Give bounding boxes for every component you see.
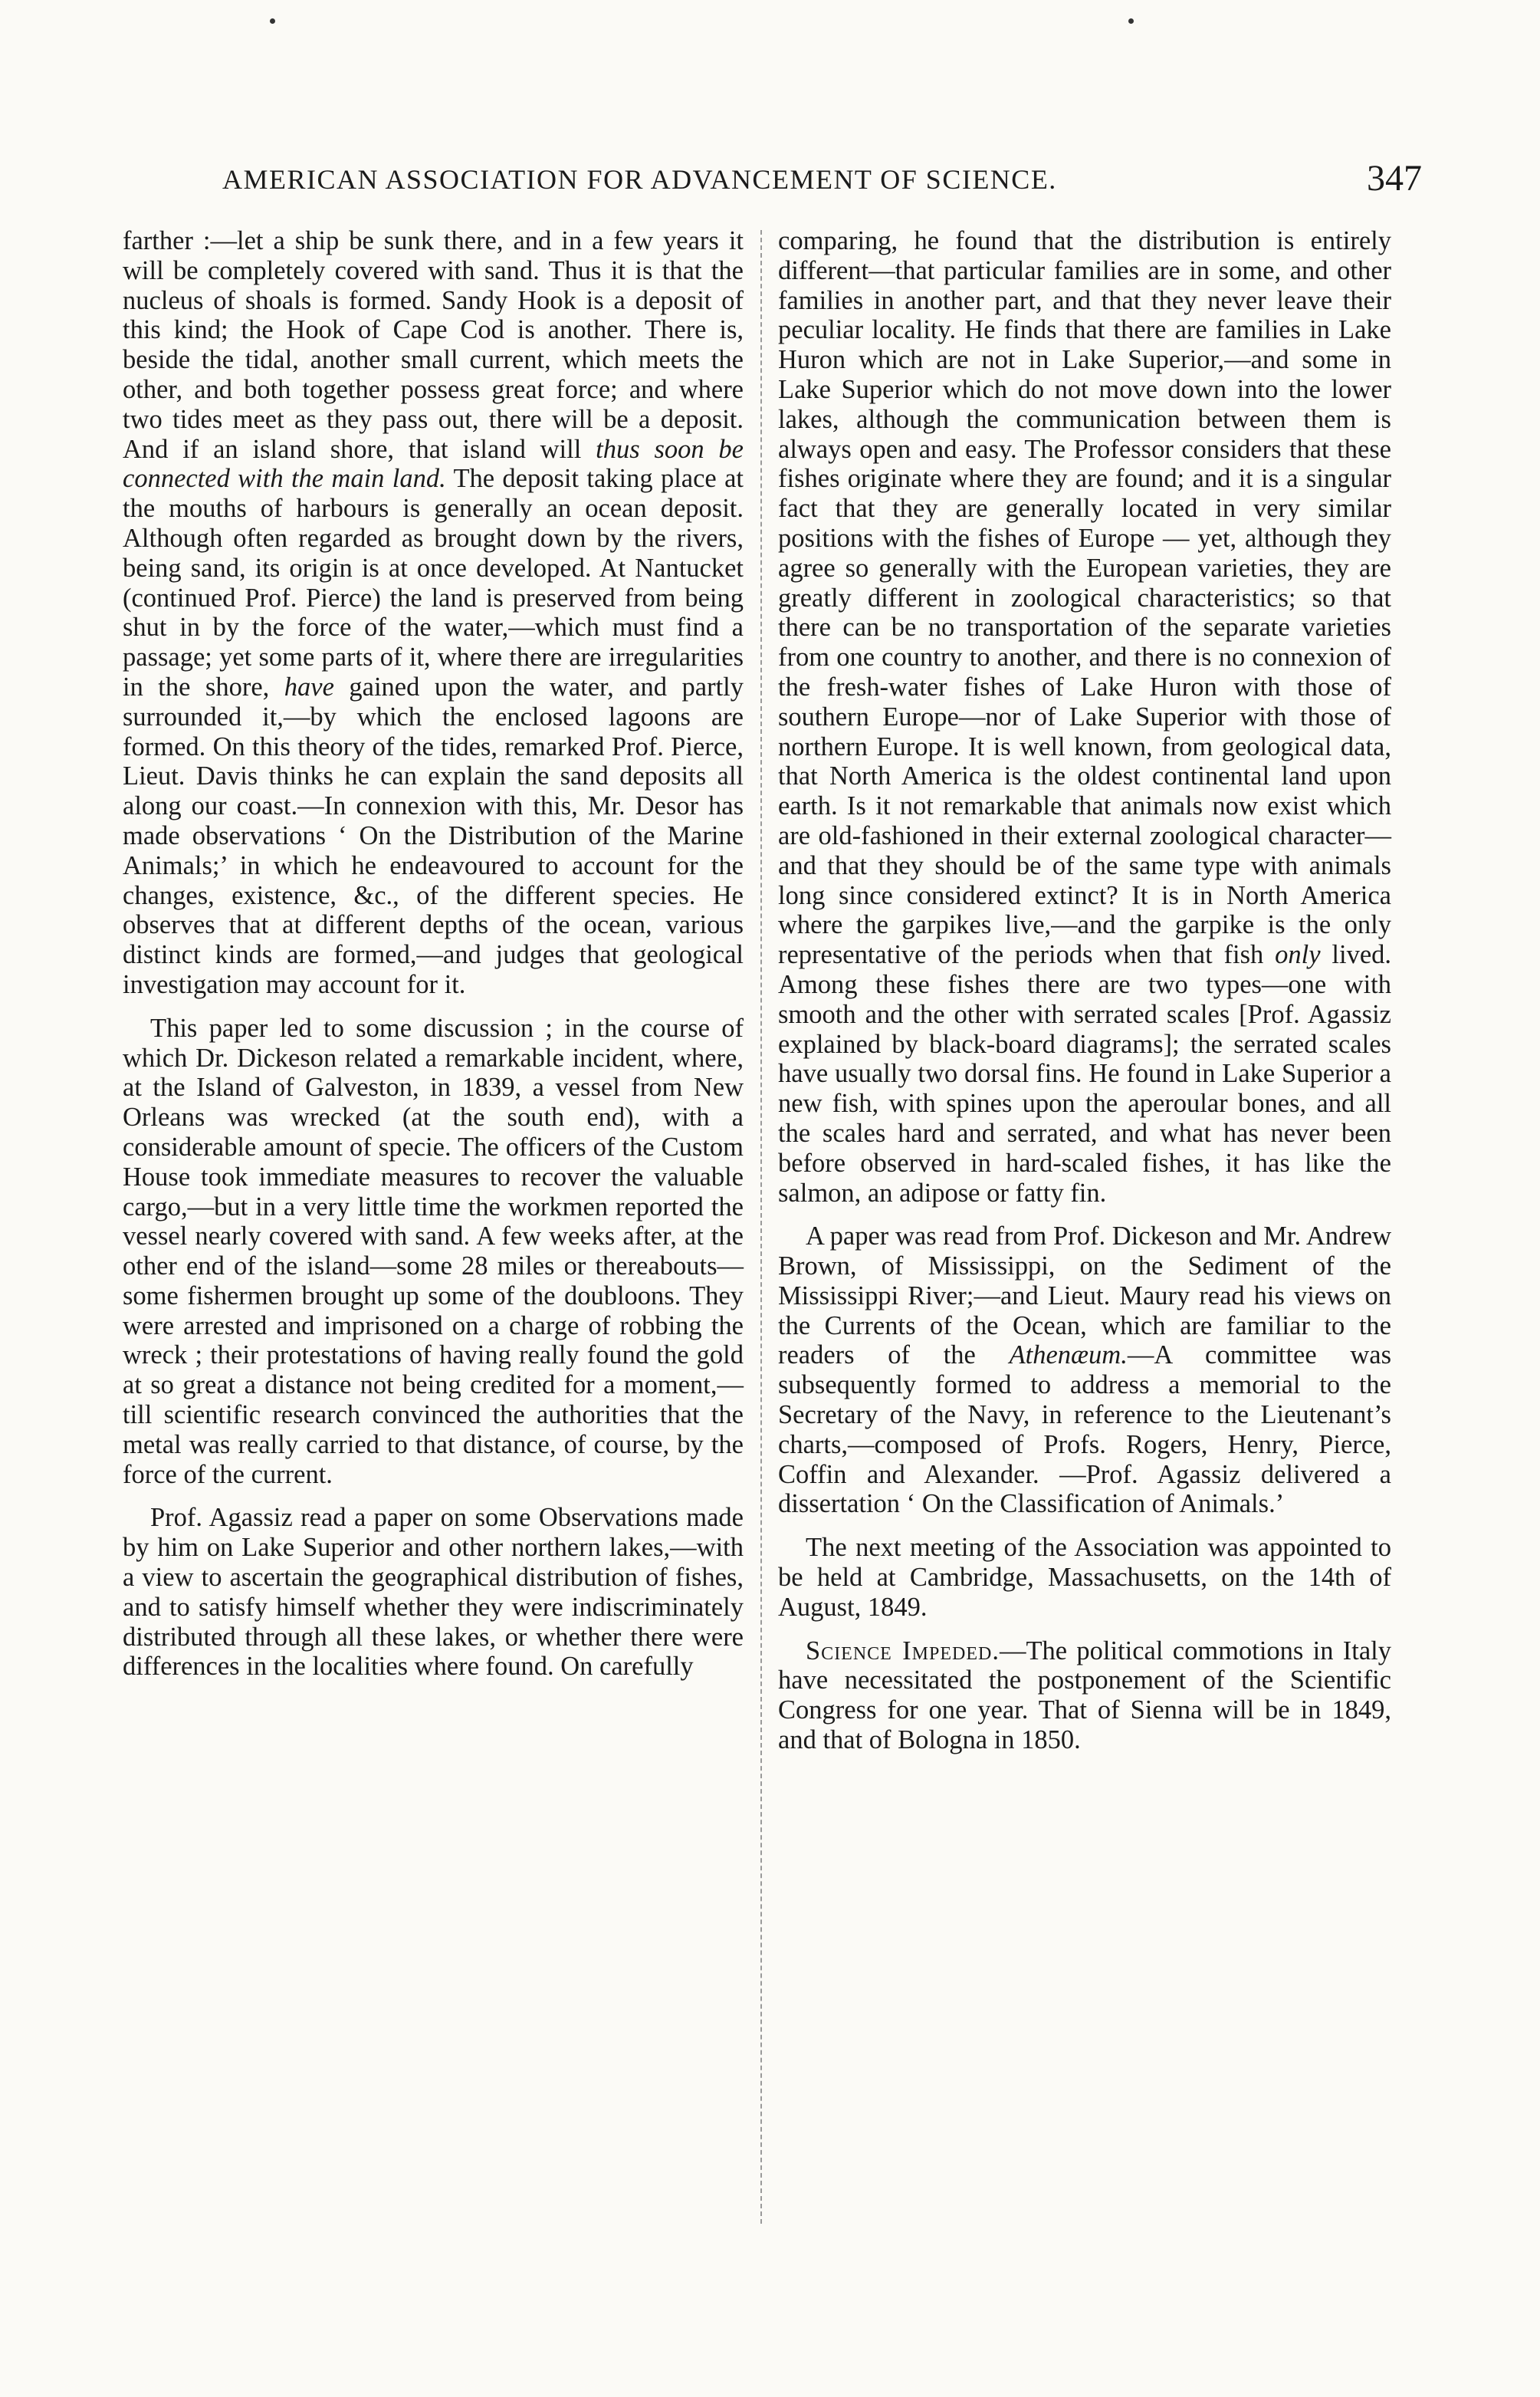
right-p2-text-b: —A committee was subsequently formed to address a memorial to the Secretary of the Navy, in reference to the Lieutenant’s charts,—composed of Profs. Rogers, Henry, Pierce, Coffin and Alexander. —Prof. Agassiz delivered a dissertation ‘ On the Classification of Animals.’ — [778, 1340, 1392, 1519]
print-mark-right — [1128, 18, 1134, 24]
left-paragraph-1 — [123, 226, 744, 1000]
right-p2-text: A paper was read from Prof. Dickeson and Mr. Andrew Brown, of Mississippi, on the Sediment of the Mississippi River;—and Lieut. Maury read his views on the Currents of the Ocean, which are familiar to the readers of the — [778, 1222, 1391, 1370]
left-p1-text: farther :—let a ship be sunk there, and in a few years it will be completely covered with sand. Thus it is that the nucleus of shoals is formed. Sandy Hook is a deposit of this kind; the Hook of Cape Cod is another. There is, beside the tidal, another small current, which meets the other, and both together possess great force; and where two tides meet as they pass out, there will be a deposit. And if an island shore, that island will — [123, 226, 744, 464]
left-p1-text-b: The deposit taking place at the mouths of harbours is generally an ocean deposit. Although often regarded as brought down by the rivers, being sand, its origin is at once developed. At Nantucket (continued Prof. Pierce) the land is preserved from being shut in by the force of the water,—which must find a passage; yet some parts of it, where there are irregularities in the shore, — [123, 464, 744, 702]
section-heading-science-impeded: Science Impeded. — [806, 1636, 1000, 1665]
right-paragraph-2 — [778, 1222, 1391, 1519]
right-p1-text: comparing, he found that the distribution is entirely different—that particular families are in some, and other families in another part, and that they never leave their peculiar locality. He finds that there are families in Lake Huron which are not in Lake Superior,—and some in Lake Superior which do not move down into the lower lakes, although the communication between them is always open and easy. The Professor considers that these fishes originate where they are found; and it is a singular fact that they are generally located in very similar positions with the fishes of Europe — yet, although they agree so generally with the European varieties, they are greatly different in zoological characteristics; so that there can be no transportation of the separate varieties from one country to another, and there is no connexion of the fresh-water fishes of Lake Huron with those of southern Europe—nor of Lake Superior with those of northern Europe. It is well known, from geological data, that North America is the oldest continental land upon earth. Is it not remarkable that animals now exist which are old-fashioned in their external zoological character—and that they should be of the same type with animals long since considered extinct? It is in North America where the garpikes live,—and the garpike is the only representative of the periods when that fish — [778, 226, 1391, 970]
left-paragraph-2: This paper led to some discussion ; in the course of which Dr. Dickeson related a remarkable incident, where, at the Island of Galveston, in 1839, a vessel from New Orleans was wrecked (at the south end), with a considerable amount of specie. The officers of the Custom House took immediate measures to recover the valuable cargo,—but in a very little time the workmen reported the vessel nearly covered with sand. A few weeks after, at the other end of the island—some 28 miles or thereabouts—some fishermen brought up some of the doubloons. They were arrested and imprisoned on a charge of robbing the wreck ; their protestations of having really found the gold at so great a distance not being credited for a moment,—till scientific research convinced the authorities that the metal was really carried to that distance, of course, by the force of the current. — [123, 1013, 744, 1489]
right-paragraph-1 — [778, 226, 1391, 1208]
left-p1-italic: thus soon be connected with the main land. — [123, 434, 744, 494]
right-paragraph-4 — [778, 1636, 1391, 1755]
left-column — [123, 226, 744, 1682]
left-p1-text-c: gained upon the water, and partly surrounded it,—by which the enclosed lagoons are formed. On this theory of the tides, remarked Prof. Pierce, Lieut. Davis thinks he can explain the sand deposits all along our coast.—In connexion with this, Mr. Desor has made observations ‘ On the Distribution of the Marine Animals;’ in which he endeavoured to account for the changes, existence, &c., of the different species. He observes that at different depths of the ocean, various distinct kinds are formed,—and judges that geological investigation may account for it. — [123, 672, 744, 999]
right-p4-text: —The political commotions in Italy have necessitated the postponement of the Scientific Congress for one year. That of Sienna will be in 1849, and that of Bologna in 1850. — [778, 1636, 1392, 1755]
column-divider — [760, 230, 762, 2224]
right-column — [778, 226, 1391, 1755]
left-p1-italic-2: have — [284, 672, 334, 702]
running-title: AMERICAN ASSOCIATION FOR ADVANCEMENT OF SCIENCE. — [222, 164, 1057, 195]
right-p1-italic: only — [1275, 940, 1321, 970]
right-p1-text-b: lived. Among these fishes there are two types—one with smooth and the other with serrated scales [Prof. Agassiz explained by black-board diagrams]; the serrated scales have usually two dorsal fins. He found in Lake Superior a new fish, with spines upon the aperoular bones, and all the scales hard and serrated, and what has never been before observed in hard-scaled fishes, it has like the salmon, an adipose or fatty fin. — [778, 940, 1392, 1208]
left-paragraph-3: Prof. Agassiz read a paper on some Observations made by him on Lake Superior and other northern lakes,—with a view to ascertain the geographical distribution of fishes, and to satisfy himself whether they were indiscriminately distributed through all these lakes, or whether there were differences in the localities where found. On carefully — [123, 1503, 744, 1682]
right-p2-italic: Athenæum. — [1009, 1340, 1128, 1370]
right-paragraph-3: The next meeting of the Association was appointed to be held at Cambridge, Massachusetts, on the 14th of August, 1849. — [778, 1533, 1391, 1622]
print-mark-left — [270, 18, 275, 24]
page-number: 347 — [1367, 158, 1422, 199]
